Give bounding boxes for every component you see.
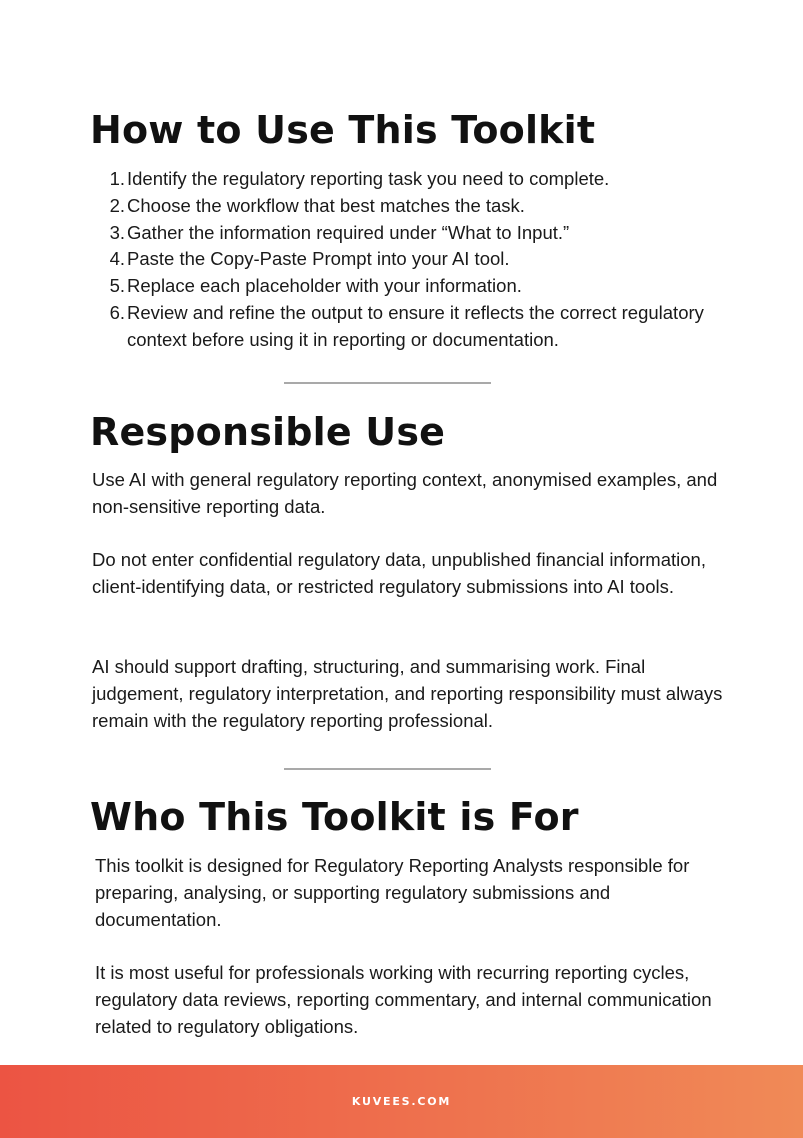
who-paragraph-1: This toolkit is designed for Regulatory Reporting Analysts responsible for preparing, analysing, or supporting regulatory submissions and documentation. [95,855,690,930]
step-number: 4. [109,248,125,270]
step-text: Choose the workflow that best matches the task. [127,194,525,216]
list-item [90,246,730,273]
list-item [90,166,730,193]
steps-list [90,166,730,354]
step-text: Gather the information required under “What to Input.” [127,221,570,243]
step-text: Paste the Copy-Paste Prompt into your AI tool. [127,248,510,270]
step-number: 5. [109,275,125,297]
responsible-paragraph-3: AI should support drafting, structuring, and summarising work. Final judgement, regulatory interpretation, and reporting responsibility must always remain with the regulatory reporting professional. [92,656,723,731]
step-text: Review and refine the output to ensure it reflects the correct regulatory context before using it in reporting or documentation. [127,301,704,350]
footer-site-link[interactable]: KUVEES.COM [351,1095,452,1108]
list-item [90,220,730,247]
list-item [90,300,730,354]
section-title-who-for: Who This Toolkit is For [90,795,579,839]
step-text: Replace each placeholder with your information. [127,275,522,297]
section-title-how-to-use: How to Use This Toolkit [90,108,596,152]
section-divider [284,382,491,384]
step-number: 3. [109,221,125,243]
section-divider [284,768,491,770]
section-title-responsible-use: Responsible Use [90,410,446,454]
responsible-paragraph-1: Use AI with general regulatory reporting context, anonymised examples, and non-sensitive reporting data. [92,469,718,517]
list-item [90,193,730,220]
step-text: Identify the regulatory reporting task you need to complete. [127,168,610,189]
step-number: 6. [109,301,125,323]
who-paragraph-2: It is most useful for professionals working with recurring reporting cycles, regulatory data reviews, reporting commentary, and internal communication related to regulatory obligations. [95,962,712,1037]
list-item [90,273,730,300]
step-number: 1. [109,168,125,189]
responsible-paragraph-2: Do not enter confidential regulatory data, unpublished financial information, client-identifying data, or restricted regulatory submissions into AI tools. [92,549,706,597]
step-number: 2. [109,194,125,216]
footer-bar [0,1065,803,1138]
